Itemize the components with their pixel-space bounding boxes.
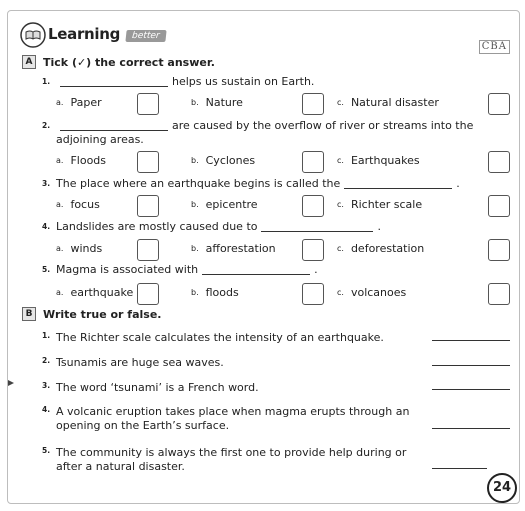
tick-box[interactable]: [488, 151, 510, 173]
option: a. Paper: [56, 96, 102, 109]
answer-line[interactable]: [432, 428, 510, 429]
option: a. earthquake: [56, 286, 134, 299]
option: c. Richter scale: [337, 198, 423, 211]
tick-box[interactable]: [302, 151, 324, 173]
tick-box[interactable]: [488, 93, 510, 115]
answer-blank[interactable]: [202, 264, 310, 275]
option: a. winds: [56, 242, 103, 255]
section-a-heading: [22, 55, 215, 69]
option: b. afforestation: [191, 242, 276, 255]
section-b-heading: [22, 307, 161, 321]
true-false-item-5: 5. The community is always the first one to provide help during or: [42, 446, 407, 459]
option: b. Cyclones: [191, 154, 256, 167]
item-5-continued: after a natural disaster.: [56, 460, 185, 473]
item-4-continued: opening on the Earth’s surface.: [56, 419, 230, 432]
tick-box[interactable]: [488, 239, 510, 261]
answer-blank[interactable]: [344, 178, 452, 189]
option: a. focus: [56, 198, 100, 211]
tick-box[interactable]: [137, 283, 159, 305]
tick-box[interactable]: [302, 283, 324, 305]
section-title: Write true or false.: [43, 307, 162, 321]
tick-box[interactable]: [137, 195, 159, 217]
curriculum-code: CBA: [479, 40, 510, 54]
tick-box[interactable]: [302, 239, 324, 261]
answer-blank[interactable]: [60, 120, 168, 131]
book-icon: [20, 22, 46, 48]
option: c. Earthquakes: [337, 154, 420, 167]
question-5: 5. Magma is associated with .: [42, 263, 318, 276]
tick-box[interactable]: [137, 151, 159, 173]
tick-box[interactable]: [302, 195, 324, 217]
tick-box[interactable]: [302, 93, 324, 115]
answer-line[interactable]: [432, 365, 510, 366]
question-3: 3. The place where an earthquake begins is called the .: [42, 177, 460, 190]
answer-blank[interactable]: [60, 76, 168, 87]
section-letter: A: [22, 55, 36, 69]
answer-line[interactable]: [432, 340, 510, 341]
option: b. Nature: [191, 96, 243, 109]
option: a. Floods: [56, 154, 107, 167]
margin-marker: [8, 380, 14, 386]
section-title: Tick (✓) the correct answer.: [43, 55, 215, 69]
option: b. floods: [191, 286, 239, 299]
tick-box[interactable]: [137, 93, 159, 115]
tick-box[interactable]: [488, 283, 510, 305]
question-2-continued: adjoining areas.: [56, 133, 144, 146]
option: c. Natural disaster: [337, 96, 439, 109]
page-number: 24: [487, 473, 517, 503]
true-false-item-2: 2. Tsunamis are huge sea waves.: [42, 356, 224, 369]
answer-blank[interactable]: [261, 221, 373, 232]
true-false-item-1: 1. The Richter scale calculates the intensity of an earthquake.: [42, 331, 384, 344]
tick-box[interactable]: [137, 239, 159, 261]
question-1: 1. helps us sustain on Earth.: [42, 75, 315, 88]
logo-tag: better: [125, 30, 166, 42]
true-false-item-4: 4. A volcanic eruption takes place when magma erupts through an: [42, 405, 410, 418]
section-letter: B: [22, 307, 36, 321]
question-4: 4. Landslides are mostly caused due to .: [42, 220, 381, 233]
tick-box[interactable]: [488, 195, 510, 217]
logo-word: Learning: [48, 25, 121, 43]
answer-line[interactable]: [432, 468, 487, 469]
option: b. epicentre: [191, 198, 258, 211]
answer-line[interactable]: [432, 389, 510, 390]
option: c. deforestation: [337, 242, 425, 255]
question-2: 2. are caused by the overflow of river or streams into the: [42, 119, 474, 132]
true-false-item-3: 3. The word ‘tsunami’ is a French word.: [42, 381, 259, 394]
option: c. volcanoes: [337, 286, 407, 299]
